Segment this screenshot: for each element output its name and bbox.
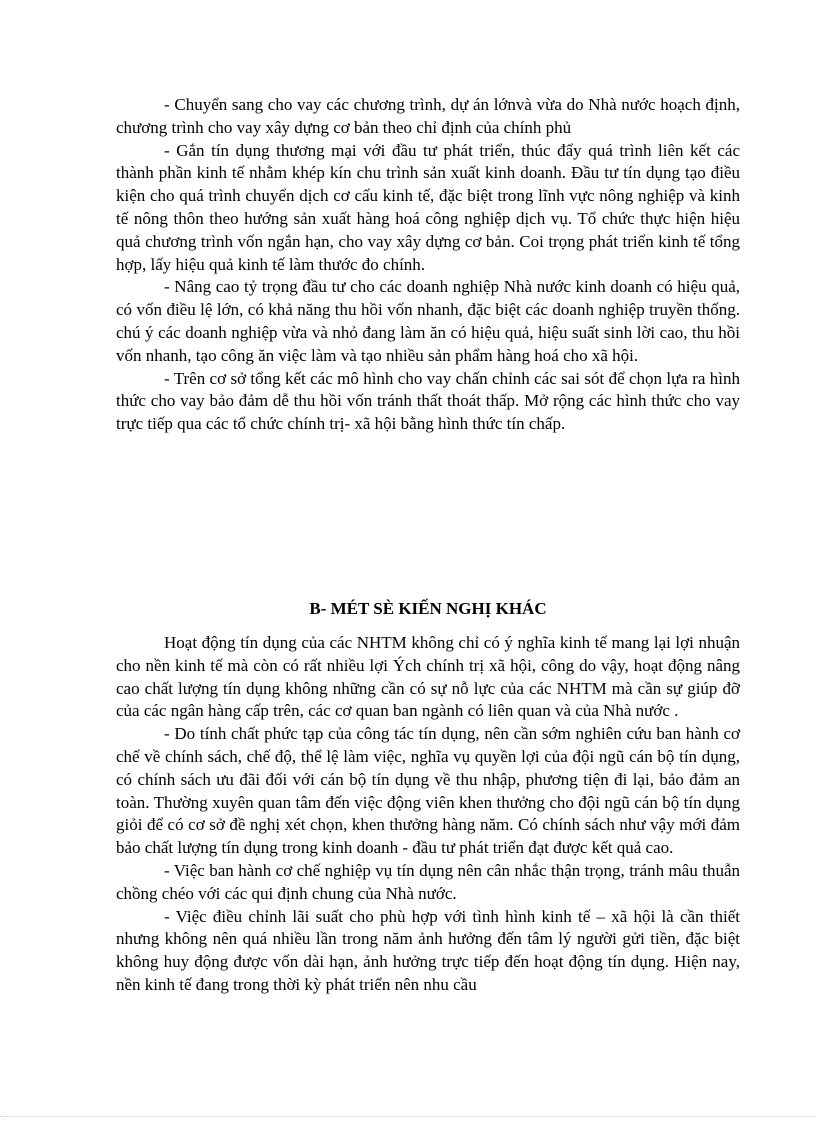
paragraph: - Chuyển sang cho vay các chương trình, dự án lớnvà vừa do Nhà nước hoạch định, chương trình cho vay xây dựng cơ bản theo chỉ định của chính phủ bbox=[116, 95, 740, 137]
body-text-top bbox=[116, 94, 740, 436]
paragraph: - Do tính chất phức tạp của công tác tín dụng, nên cần sớm nghiên cứu ban hành cơ chế về chính sách, chế độ, thể lệ làm việc, nghĩa vụ quyền lợi của đội ngũ cán bộ tín dụng, có chính sách ưu đãi đối với cán bộ tín dụng về thu nhập, phương tiện đi lại, bảo đảm an toàn. Thường xuyên quan tâm đến việc động viên khen thưởng cho đội ngũ cán bộ tín dụng giỏi để có cơ sở đề nghị xét chọn, khen thưởng hàng năm. Có chính sách như vậy mới đảm bảo chất lượng tín dụng trong kinh doanh - đầu tư phát triển đạt được kết quả cao. bbox=[116, 724, 740, 858]
section-heading: B- MÉT SÈ KIẾN NGHỊ KHÁC bbox=[309, 599, 547, 618]
body-text-bottom bbox=[116, 632, 740, 997]
paragraph: - Việc ban hành cơ chế nghiệp vụ tín dụng nên cân nhắc thận trọng, tránh mâu thuẫn chồng chéo với các qui định chung của Nhà nước. bbox=[116, 860, 740, 903]
paragraph: - Việc điều chỉnh lãi suất cho phù hợp với tình hình kinh tế – xã hội là cần thiết nhưng không nên quá nhiều lần trong năm ảnh hưởng đến tâm lý người gửi tiền, đặc biệt không huy động được vốn dài hạn, ảnh hưởng trực tiếp đến hoạt động tín dụng. Hiện nay, nền kinh tế đang trong thời kỳ phát triển nên nhu cầu bbox=[116, 906, 740, 994]
paragraph: Hoạt động tín dụng của các NHTM không chỉ có ý nghĩa kinh tế mang lại lợi nhuận cho nền kinh tế mà còn có rất nhiều lợi Ých chính trị xã hội, công do vậy, hoạt động nâng cao chất lượng tín dụng không những cần có sự nỗ lực của các NHTM mà cần sự giúp đỡ của các ngân hàng cấp trên, các cơ quan ban ngành có liên quan và của Nhà nước . bbox=[116, 633, 740, 721]
paragraph: - Trên cơ sở tổng kết các mô hình cho vay chấn chỉnh các sai sót để chọn lựa ra hình thức cho vay bảo đảm dễ thu hồi vốn tránh thất thoát thấp. Mở rộng các hình thức cho vay trực tiếp qua các tổ chức chính trị- xã hội bằng hình thức tín chấp. bbox=[116, 368, 740, 434]
paragraph: - Nâng cao tỷ trọng đầu tư cho các doanh nghiệp Nhà nước kinh doanh có hiệu quả, có vốn điều lệ lớn, có khả năng thu hồi vốn nhanh, đặc biệt các doanh nghiệp truyền thống. chú ý các doanh nghiệp vừa và nhỏ đang làm ăn có hiệu quả, hiệu suất sinh lời cao, thu hồi vốn nhanh, tạo công ăn việc làm và tạo nhiều sản phẩm hàng hoá cho xã hội. bbox=[116, 277, 740, 365]
paragraph: - Gắn tín dụng thương mại với đầu tư phát triển, thúc đẩy quá trình liên kết các thành phần kinh tế nhằm khép kín chu trình sản xuất kinh doanh. Đầu tư tín dụng tạo điều kiện cho quá trình chuyển dịch cơ cấu kinh tế, đặc biệt trong lĩnh vực nông nghiệp và kinh tế nông thôn theo hướng sản xuất hàng hoá công nghiệp dịch vụ. Tổ chức thực hiện hiệu quả chương trình vốn ngắn hạn, cho vay xây dựng cơ bản. Coi trọng phát triển kinh tế tổng hợp, lấy hiệu quả kinh tế làm thước đo chính. bbox=[116, 140, 740, 274]
page-bottom-edge bbox=[0, 1116, 816, 1117]
